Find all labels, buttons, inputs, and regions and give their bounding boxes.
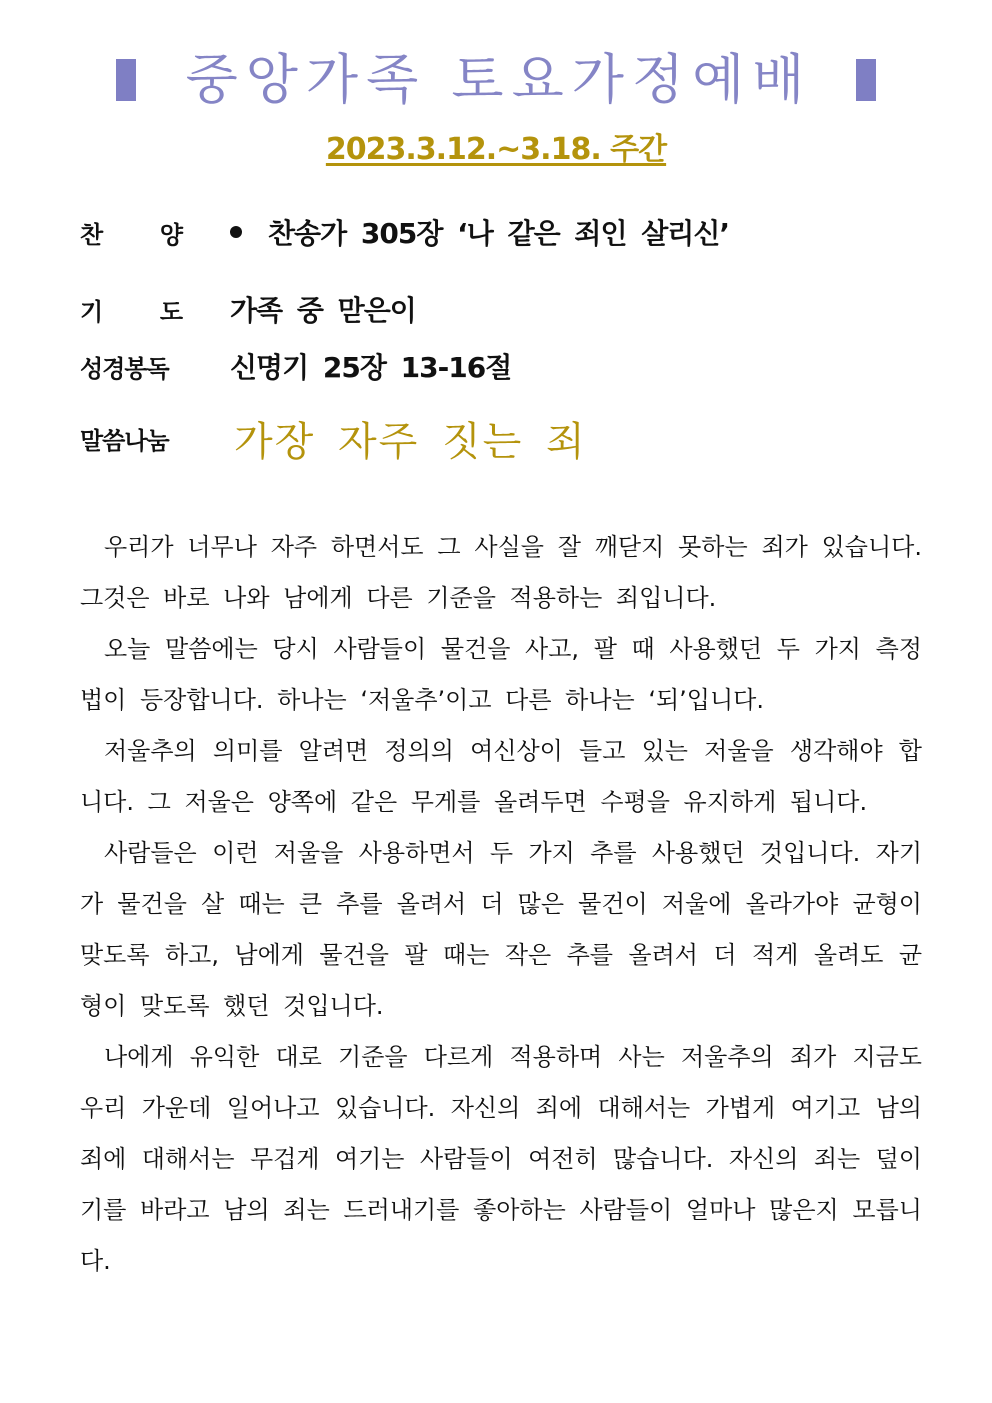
body-paragraph: 사람들은 이런 저울을 사용하면서 두 가지 추를 사용했던 것입니다. 자기가 물건을 살 때는 큰 추를 올려서 더 많은 물건이 저울에 올라가야 균형이 맞도록 하고, 남에게 물건을 팔 때는 작은 추를 올려서 더 적게 올려도 균형이 맞도록 했던 것입니다. bbox=[80, 839, 922, 1020]
body-paragraph: 오늘 말씀에는 당시 사람들이 물건을 사고, 팔 때 사용했던 두 가지 측정법이 등장합니다. 하나는 ‘저울추’이고 다른 하나는 ‘되’입니다. bbox=[80, 635, 922, 714]
hymn-label bbox=[80, 215, 182, 250]
bullet-icon bbox=[230, 226, 242, 238]
prayer-label bbox=[80, 292, 182, 327]
scripture-value: 신명기 25장 13-16절 bbox=[230, 351, 512, 384]
sermon-title: 가장 자주 짓는 죄 bbox=[234, 419, 587, 465]
title-right-bar bbox=[856, 59, 876, 101]
sermon-row bbox=[80, 410, 940, 467]
hymn-row bbox=[80, 212, 940, 252]
prayer-label-b: 도 bbox=[159, 297, 182, 326]
date-range: 2023.3.12.~3.18. 주간 bbox=[325, 132, 667, 167]
body-paragraph: 우리가 너무나 자주 하면서도 그 사실을 잘 깨닫지 못하는 죄가 있습니다. 그것은 바로 나와 남에게 다른 기준을 적용하는 죄입니다. bbox=[80, 533, 922, 612]
hymn-label-b: 양 bbox=[159, 220, 182, 249]
hymn-value: 찬송가 305장 ‘나 같은 죄인 살리신’ bbox=[268, 217, 730, 250]
body-paragraph: 저울추의 의미를 알려면 정의의 여신상이 들고 있는 저울을 생각해야 합니다. 그 저울은 양쪽에 같은 무게를 올려두면 수평을 유지하게 됩니다. bbox=[80, 737, 922, 816]
sermon-body bbox=[80, 522, 922, 1287]
sermon-label: 말씀나눔 bbox=[80, 427, 169, 455]
page-title: 중앙가족 토요가정예배 bbox=[185, 48, 813, 111]
scripture-row bbox=[80, 346, 940, 386]
scripture-label: 성경봉독 bbox=[80, 354, 169, 383]
hymn-label-a: 찬 bbox=[80, 220, 103, 249]
hymn-value-wrap bbox=[230, 212, 729, 252]
prayer-row bbox=[80, 289, 940, 329]
page-title-row bbox=[0, 48, 992, 112]
prayer-label-a: 기 bbox=[80, 297, 103, 326]
title-left-bar bbox=[116, 59, 136, 101]
body-paragraph: 나에게 유익한 대로 기준을 다르게 적용하며 사는 저울추의 죄가 지금도 우리 가운데 일어나고 있습니다. 자신의 죄에 대해서는 가볍게 여기고 남의 죄에 대해서는 무겁게 여기는 사람들이 여전히 많습니다. 자신의 죄는 덮이기를 바라고 남의 죄는 드러내기를 좋아하는 사람들이 얼마나 많은지 모릅니다. bbox=[80, 1043, 922, 1275]
prayer-value: 가족 중 맏은이 bbox=[230, 294, 416, 327]
